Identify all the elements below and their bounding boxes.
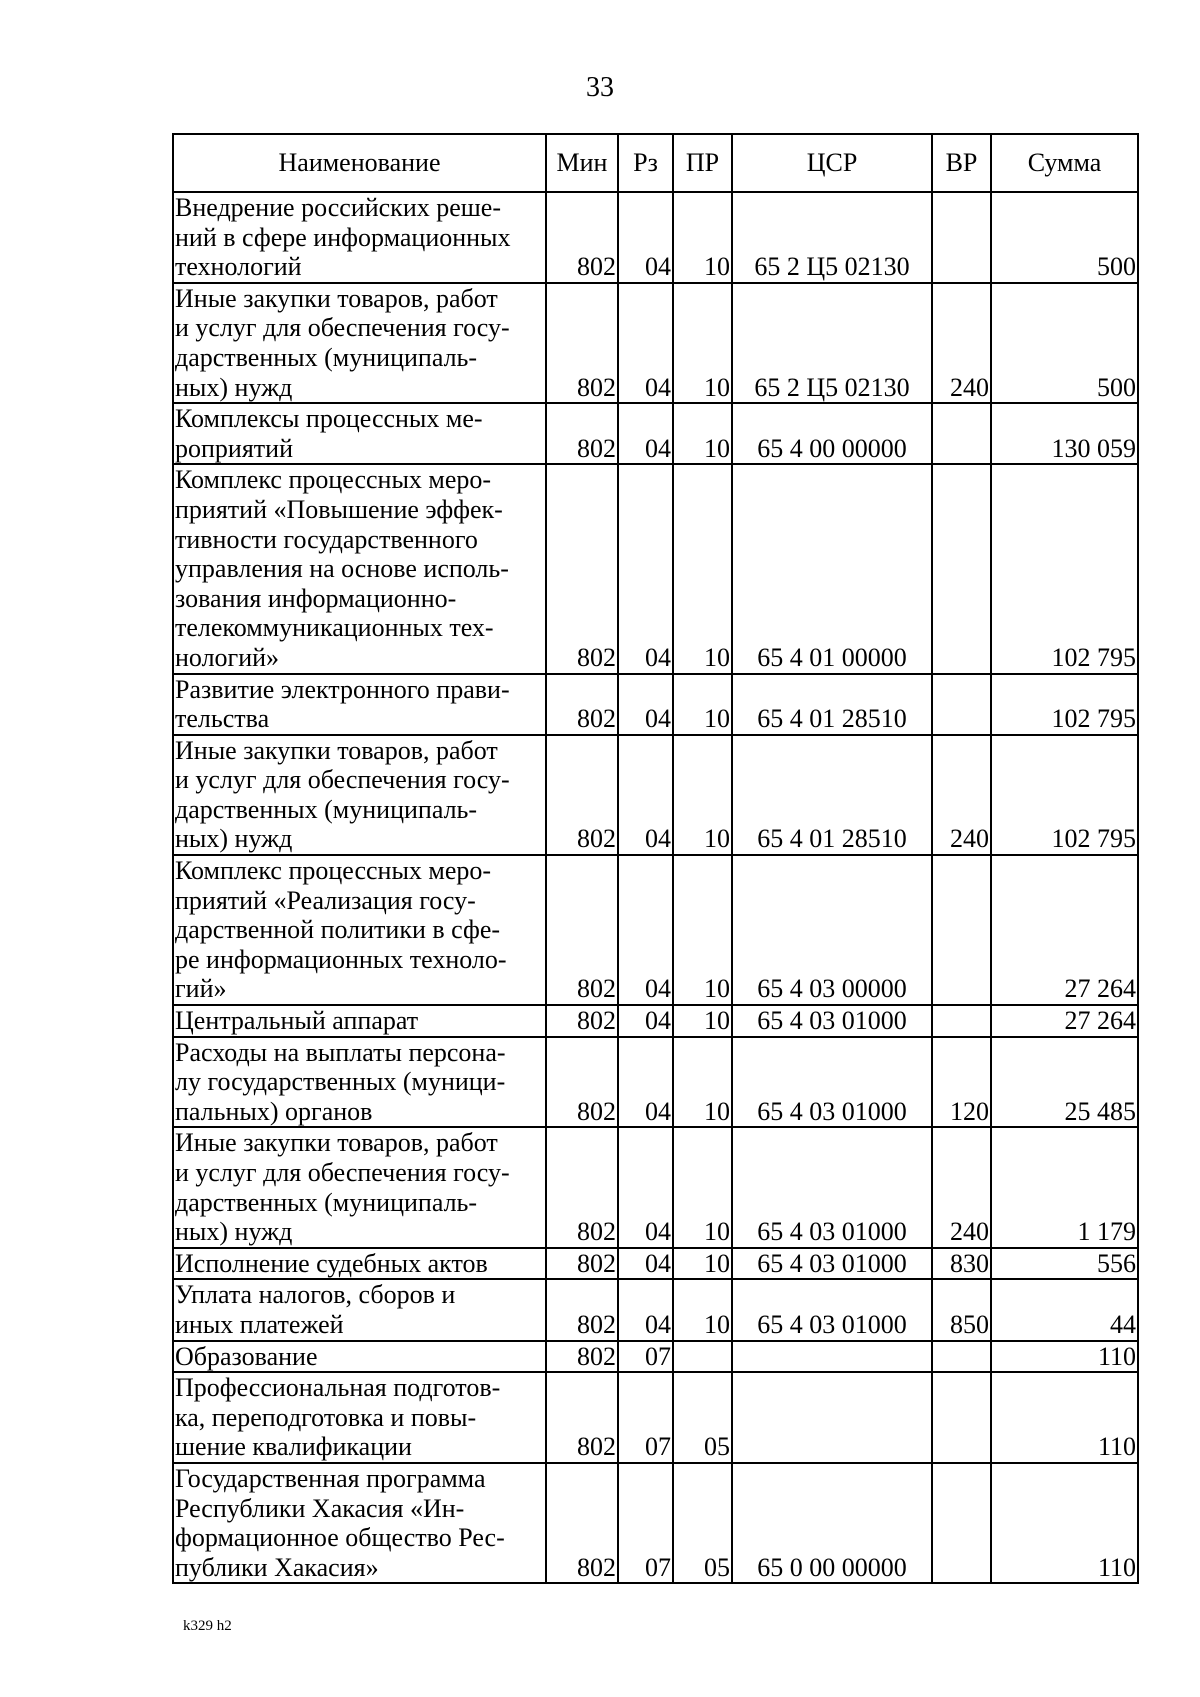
cell-vr: 240: [932, 1127, 991, 1247]
cell-name: Профессиональная подготов- ка, переподготовка и повы- шение квалификации: [173, 1372, 546, 1463]
cell-vr: [932, 855, 991, 1005]
cell-min: 802: [546, 192, 618, 283]
cell-rz: 04: [618, 464, 673, 673]
cell-vr: 240: [932, 283, 991, 403]
cell-pr: 10: [673, 1037, 732, 1128]
cell-min: 802: [546, 674, 618, 735]
header-vr: ВР: [932, 134, 991, 192]
cell-csr: 65 4 00 00000: [732, 403, 932, 464]
cell-vr: [932, 1463, 991, 1583]
cell-rz: 04: [618, 192, 673, 283]
cell-rz: 04: [618, 735, 673, 855]
cell-vr: 120: [932, 1037, 991, 1128]
cell-pr: 10: [673, 1127, 732, 1247]
cell-rz: 04: [618, 1037, 673, 1128]
table-row: [173, 1372, 1138, 1463]
cell-min: 802: [546, 735, 618, 855]
table-row: [173, 1279, 1138, 1340]
cell-name: Комплекс процессных меро- приятий «Повышение эффек- тивности государственного управления на основе исполь- зования информационно- телекоммуникационных тех- нологий»: [173, 464, 546, 673]
cell-pr: 05: [673, 1463, 732, 1583]
table-row: [173, 855, 1138, 1005]
cell-vr: [932, 674, 991, 735]
cell-csr: 65 4 03 00000: [732, 855, 932, 1005]
cell-vr: 830: [932, 1248, 991, 1280]
cell-csr: [732, 1341, 932, 1373]
cell-rz: 07: [618, 1341, 673, 1373]
cell-pr: 10: [673, 192, 732, 283]
cell-min: 802: [546, 1127, 618, 1247]
cell-vr: [932, 403, 991, 464]
cell-pr: 10: [673, 403, 732, 464]
cell-min: 802: [546, 283, 618, 403]
cell-vr: [932, 1005, 991, 1037]
cell-rz: 04: [618, 1127, 673, 1247]
table-row: [173, 674, 1138, 735]
cell-vr: [932, 1341, 991, 1373]
cell-pr: 10: [673, 283, 732, 403]
cell-sum: 556: [991, 1248, 1138, 1280]
cell-sum: 102 795: [991, 674, 1138, 735]
cell-rz: 04: [618, 283, 673, 403]
cell-name: Комплекс процессных меро- приятий «Реализация госу- дарственной политики в сфе- ре информационных техноло- гий»: [173, 855, 546, 1005]
cell-pr: 05: [673, 1372, 732, 1463]
header-min: Мин: [546, 134, 618, 192]
table-row: [173, 735, 1138, 855]
cell-rz: 04: [618, 1005, 673, 1037]
cell-min: 802: [546, 1463, 618, 1583]
cell-sum: 102 795: [991, 735, 1138, 855]
table-header-row: [173, 134, 1138, 192]
cell-min: 802: [546, 1341, 618, 1373]
cell-rz: 07: [618, 1372, 673, 1463]
header-name: Наименование: [173, 134, 546, 192]
cell-min: 802: [546, 1005, 618, 1037]
table-row: [173, 464, 1138, 673]
cell-pr: 10: [673, 1248, 732, 1280]
cell-name: Уплата налогов, сборов и иных платежей: [173, 1279, 546, 1340]
cell-pr: 10: [673, 674, 732, 735]
cell-min: 802: [546, 855, 618, 1005]
cell-csr: 65 2 Ц5 02130: [732, 283, 932, 403]
table-body: [173, 192, 1138, 1583]
cell-csr: 65 4 03 01000: [732, 1005, 932, 1037]
cell-csr: [732, 1372, 932, 1463]
cell-sum: 1 179: [991, 1127, 1138, 1247]
cell-name: Образование: [173, 1341, 546, 1373]
cell-pr: 10: [673, 1005, 732, 1037]
cell-rz: 04: [618, 1248, 673, 1280]
table-row: [173, 403, 1138, 464]
table-row: [173, 1248, 1138, 1280]
header-csr: ЦСР: [732, 134, 932, 192]
cell-sum: 130 059: [991, 403, 1138, 464]
page-number: 33: [586, 72, 614, 103]
cell-pr: 10: [673, 464, 732, 673]
cell-name: Государственная программа Республики Хакасия «Ин- формационное общество Рес- публики Хакасия»: [173, 1463, 546, 1583]
header-pr: ПР: [673, 134, 732, 192]
footer-code: k329 h2: [183, 1618, 232, 1634]
cell-min: 802: [546, 1037, 618, 1128]
cell-name: Развитие электронного прави- тельства: [173, 674, 546, 735]
cell-pr: 10: [673, 1279, 732, 1340]
cell-csr: 65 0 00 00000: [732, 1463, 932, 1583]
table-row: [173, 192, 1138, 283]
cell-csr: 65 4 03 01000: [732, 1248, 932, 1280]
cell-min: 802: [546, 1248, 618, 1280]
cell-sum: 25 485: [991, 1037, 1138, 1128]
cell-rz: 04: [618, 403, 673, 464]
cell-vr: 850: [932, 1279, 991, 1340]
header-sum: Сумма: [991, 134, 1138, 192]
header-rz: Рз: [618, 134, 673, 192]
cell-csr: 65 4 03 01000: [732, 1127, 932, 1247]
cell-rz: 04: [618, 855, 673, 1005]
table-row: [173, 1037, 1138, 1128]
cell-rz: 04: [618, 1279, 673, 1340]
cell-vr: [932, 464, 991, 673]
table-row: [173, 283, 1138, 403]
cell-rz: 04: [618, 674, 673, 735]
cell-min: 802: [546, 403, 618, 464]
cell-name: Иные закупки товаров, работ и услуг для обеспечения госу- дарственных (муниципаль- ных) нужд: [173, 283, 546, 403]
cell-csr: 65 4 01 28510: [732, 735, 932, 855]
cell-sum: 110: [991, 1463, 1138, 1583]
cell-pr: [673, 1341, 732, 1373]
cell-sum: 110: [991, 1341, 1138, 1373]
table-row: [173, 1463, 1138, 1583]
cell-pr: 10: [673, 855, 732, 1005]
table-row: [173, 1341, 1138, 1373]
cell-csr: 65 4 03 01000: [732, 1037, 932, 1128]
budget-table: [172, 133, 1139, 1584]
cell-pr: 10: [673, 735, 732, 855]
cell-name: Иные закупки товаров, работ и услуг для обеспечения госу- дарственных (муниципаль- ных) нужд: [173, 735, 546, 855]
cell-sum: 500: [991, 192, 1138, 283]
table-row: [173, 1005, 1138, 1037]
cell-name: Расходы на выплаты персона- лу государственных (муници- пальных) органов: [173, 1037, 546, 1128]
cell-csr: 65 4 03 01000: [732, 1279, 932, 1340]
cell-name: Комплексы процессных ме- роприятий: [173, 403, 546, 464]
cell-sum: 102 795: [991, 464, 1138, 673]
cell-min: 802: [546, 1279, 618, 1340]
cell-name: Внедрение российских реше- ний в сфере информационных технологий: [173, 192, 546, 283]
cell-sum: 27 264: [991, 1005, 1138, 1037]
cell-vr: 240: [932, 735, 991, 855]
cell-min: 802: [546, 1372, 618, 1463]
cell-csr: 65 2 Ц5 02130: [732, 192, 932, 283]
cell-sum: 44: [991, 1279, 1138, 1340]
table-row: [173, 1127, 1138, 1247]
cell-name: Иные закупки товаров, работ и услуг для обеспечения госу- дарственных (муниципаль- ных) нужд: [173, 1127, 546, 1247]
cell-vr: [932, 1372, 991, 1463]
cell-name: Исполнение судебных актов: [173, 1248, 546, 1280]
cell-vr: [932, 192, 991, 283]
cell-sum: 110: [991, 1372, 1138, 1463]
cell-csr: 65 4 01 00000: [732, 464, 932, 673]
cell-min: 802: [546, 464, 618, 673]
cell-sum: 27 264: [991, 855, 1138, 1005]
cell-rz: 07: [618, 1463, 673, 1583]
cell-csr: 65 4 01 28510: [732, 674, 932, 735]
cell-name: Центральный аппарат: [173, 1005, 546, 1037]
cell-sum: 500: [991, 283, 1138, 403]
